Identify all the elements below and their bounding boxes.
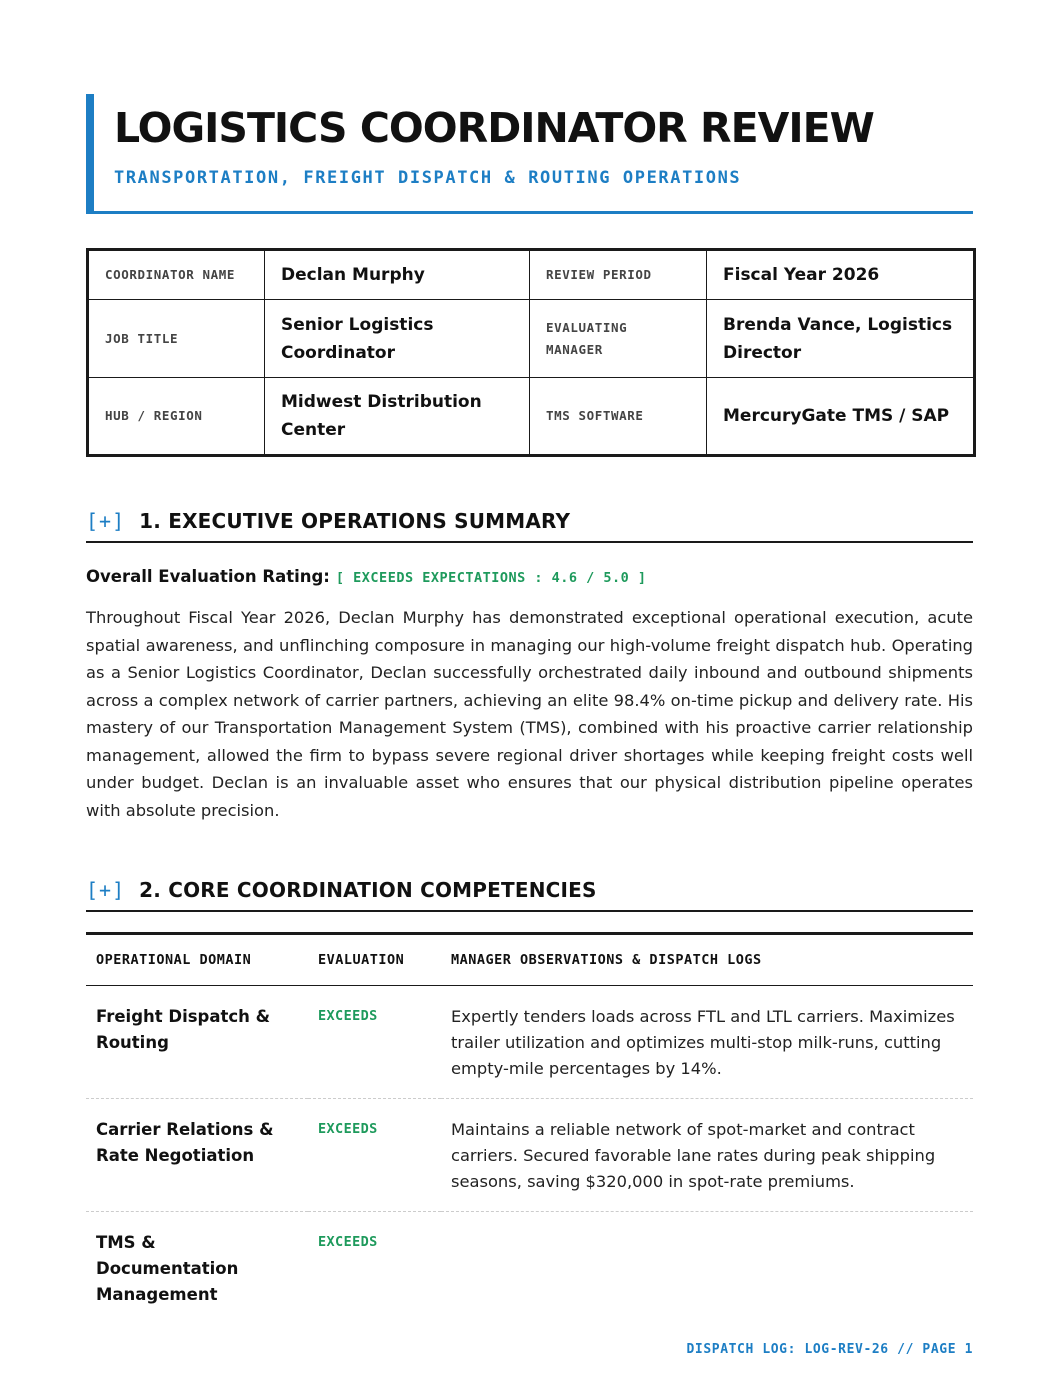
section-header-summary	[86, 501, 973, 543]
domain-cell: TMS & Documentation Management	[96, 1233, 239, 1304]
evaluating-manager-value: Brenda Vance, Logistics Director	[707, 300, 975, 378]
domain-cell: Freight Dispatch & Routing	[86, 986, 308, 1099]
rating-label: Overall Evaluation Rating:	[86, 567, 330, 586]
evaluation-cell: EXCEEDS	[308, 986, 441, 1099]
review-period-value: Fiscal Year 2026	[707, 250, 975, 300]
review-page	[86, 94, 973, 1324]
observation-cell: Expertly tenders loads across FTL and LTL carriers. Maximizes trailer utilization and optimizes multi-stop milk-runs, cutting empty-mile percentages by 14%.	[441, 986, 973, 1099]
column-header-domain: OPERATIONAL DOMAIN	[86, 934, 308, 986]
evaluation-cell: EXCEEDS	[318, 1234, 378, 1250]
competency-table	[86, 932, 973, 1324]
page-title: LOGISTICS COORDINATOR REVIEW	[114, 104, 874, 152]
section-header-competencies	[86, 870, 973, 912]
table-row	[86, 1212, 973, 1325]
hub-region-value: Midwest Distribution Center	[265, 378, 530, 456]
job-title-value: Senior Logistics Coordinator	[265, 300, 530, 378]
executive-summary-text: Throughout Fiscal Year 2026, Declan Murphy has demonstrated exceptional operational execution, acute spatial awareness, and unflinching composure in managing our high-volume freight dispatch hub. Operating as a Senior Logistics Coordinator, Declan successfully orchestrated daily inbound and outbound shipments across a complex network of carrier partners, achieving an elite 98.4% on-time pickup and delivery rate. His mastery of our Transportation Management System (TMS), combined with his proactive carrier relationship management, allowed the firm to bypass severe regional driver shortages while keeping freight costs well under budget. Declan is an invaluable asset who ensures that our physical distribution pipeline operates with absolute precision.	[86, 608, 973, 820]
page-subtitle: TRANSPORTATION, FREIGHT DISPATCH & ROUTING OPERATIONS	[114, 168, 742, 188]
observation-cell: Maintains a reliable network of spot-market and contract carriers. Secured favorable lane rates during peak shipping seasons, saving $320,000 in spot-rate premiums.	[441, 1099, 973, 1212]
rating-value: [ EXCEEDS EXPECTATIONS : 4.6 / 5.0 ]	[335, 570, 647, 586]
evaluation-cell: EXCEEDS	[308, 1099, 441, 1212]
hub-region-label: HUB / REGION	[88, 378, 265, 456]
header-block	[86, 94, 973, 214]
coordinator-name-label: COORDINATOR NAME	[88, 250, 265, 300]
overall-rating	[86, 567, 973, 586]
domain-cell: Carrier Relations & Rate Negotiation	[86, 1099, 308, 1212]
employee-info-table	[86, 248, 976, 457]
review-period-label: REVIEW PERIOD	[530, 250, 707, 300]
section-title-competencies: 2. CORE COORDINATION COMPETENCIES	[139, 878, 597, 902]
column-header-observations: MANAGER OBSERVATIONS & DISPATCH LOGS	[441, 934, 973, 986]
page-footer: DISPATCH LOG: LOG-REV-26 // PAGE 1	[686, 1342, 973, 1357]
job-title-label: JOB TITLE	[88, 300, 265, 378]
table-row	[86, 1099, 973, 1212]
coordinator-name-value: Declan Murphy	[265, 250, 530, 300]
section-title-summary: 1. EXECUTIVE OPERATIONS SUMMARY	[139, 509, 571, 533]
column-header-evaluation: EVALUATION	[308, 934, 441, 986]
table-row	[86, 986, 973, 1099]
tms-software-label: TMS SOFTWARE	[530, 378, 707, 456]
observation-cell	[441, 1212, 973, 1325]
evaluating-manager-label: EVALUATING MANAGER	[530, 300, 707, 378]
expand-bracket-icon: [+]	[86, 509, 126, 533]
tms-software-value: MercuryGate TMS / SAP	[707, 378, 975, 456]
expand-bracket-icon: [+]	[86, 878, 126, 902]
